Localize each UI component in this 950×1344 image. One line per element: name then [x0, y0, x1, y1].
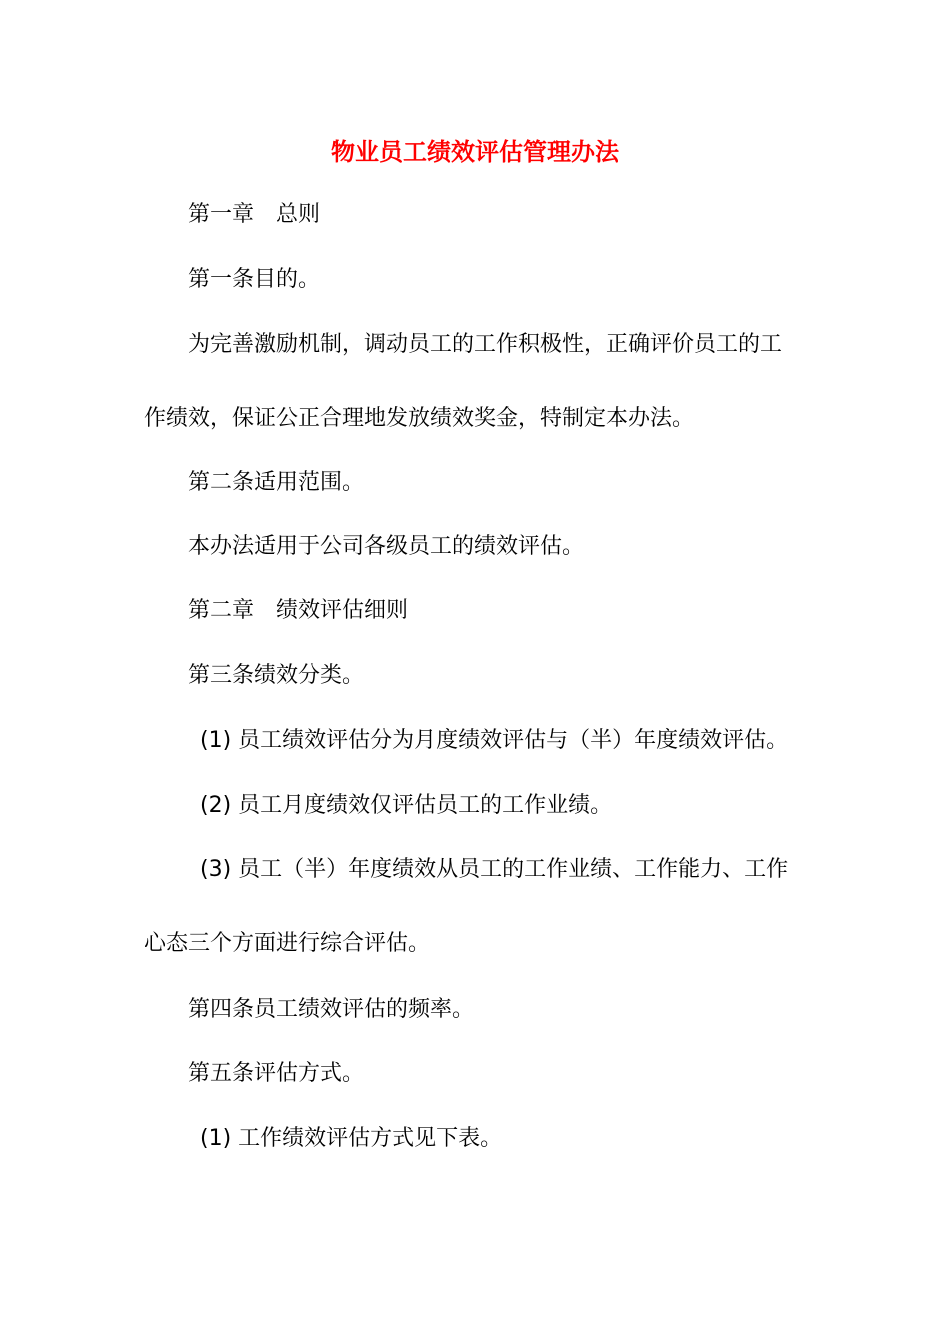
item-number: (3): [200, 857, 232, 882]
article-3-heading: 第三条绩效分类。: [188, 663, 365, 688]
article-2-body: 本办法适用于公司各级员工的绩效评估。: [188, 534, 585, 559]
chapter-2-heading: [188, 596, 408, 626]
article-3-item-3: [200, 855, 788, 885]
article-5-heading: 第五条评估方式。: [188, 1061, 365, 1086]
article-3-item-1: [200, 726, 788, 756]
article-4-heading: 第四条员工绩效评估的频率。: [188, 997, 475, 1022]
article-2-heading: 第二条适用范围。: [188, 470, 365, 495]
chapter-2-label: 第二章: [188, 598, 255, 623]
chapter-2-name: 绩效评估细则: [276, 598, 409, 623]
chapter-1-label: 第一章: [188, 202, 255, 227]
item-text: 员工绩效评估分为月度绩效评估与（半）年度绩效评估。: [238, 728, 789, 753]
article-3-item-2: [200, 791, 612, 821]
article-1-body-line-2: 作绩效，保证公正合理地发放绩效奖金，特制定本办法。: [144, 406, 695, 431]
item-text: 员工（半）年度绩效从员工的工作业绩、工作能力、工作: [238, 857, 789, 882]
item-number: (2): [200, 793, 232, 818]
article-1-heading: 第一条目的。: [188, 267, 321, 292]
article-5-item-1: [200, 1124, 502, 1154]
chapter-1-heading: [188, 200, 320, 230]
item-text: 员工月度绩效仅评估员工的工作业绩。: [238, 793, 613, 818]
article-3-item-3-continuation: 心态三个方面进行综合评估。: [144, 931, 431, 956]
item-number: (1): [200, 728, 232, 753]
item-number: (1): [200, 1126, 232, 1151]
chapter-1-name: 总则: [276, 202, 321, 227]
item-text: 工作绩效评估方式见下表。: [238, 1126, 503, 1151]
document-title: 物业员工绩效评估管理办法: [331, 138, 619, 166]
article-1-body-line-1: 为完善激励机制，调动员工的工作积极性，正确评价员工的工: [188, 332, 783, 357]
